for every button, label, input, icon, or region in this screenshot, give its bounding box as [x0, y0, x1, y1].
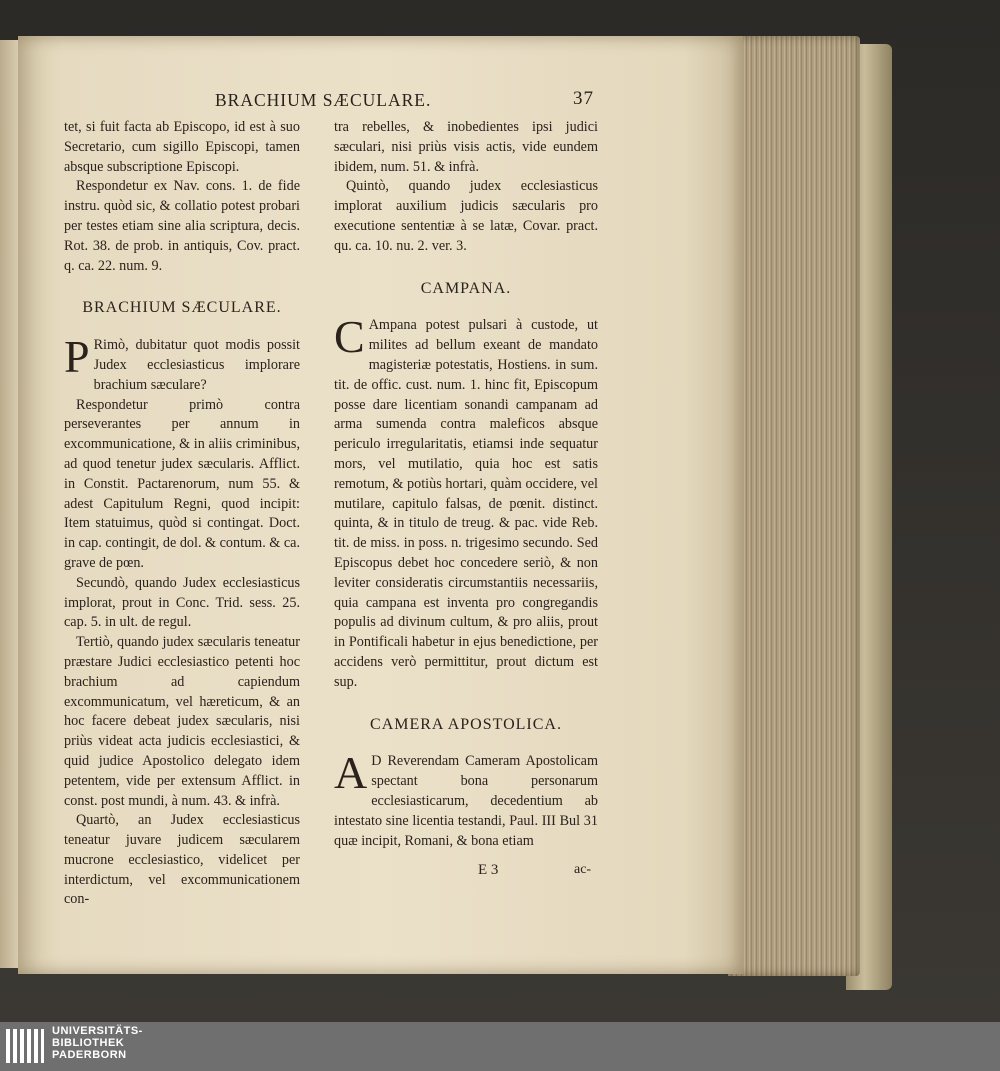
- left-column: [64, 118, 300, 910]
- left-response-paragraph: Respondetur ex Nav. cons. 1. de fide instru. quòd sic, & collatio potest probari per testes etiam sine alia scriptura, decis. Rot. 38. de prob. in antiquis, Cov. pract. q. ca. 22. num. 9.: [64, 178, 300, 274]
- left-continuation-paragraph: tet, si fuit facta ab Episcopo, id est à suo Secretario, cum sigillo Episcopi, tamen absque subscriptione Episcopi.: [64, 119, 300, 175]
- brachium-paragraph-3: Secundò, quando Judex ecclesiasticus implorat, prout in Conc. Trid. sess. 25. cap. 5. in ult. de regul.: [64, 574, 300, 631]
- dropcap-a: A: [334, 747, 368, 799]
- brachium-paragraph-5: Quartò, an Judex ecclesiasticus teneatur juvare judicem sæcularem mucrone ecclesiastico, videlicet per interdictum, vel excommunicationem con-: [64, 812, 300, 908]
- library-name: [52, 1025, 143, 1061]
- camera-paragraph: [334, 747, 598, 851]
- section-title-campana: CAMPANA.: [420, 279, 512, 297]
- dropcap-p: P: [64, 331, 90, 383]
- camera-text: D Reverendam Cameram Apostolicam spectant bona personarum ecclesiasticarum, decedentium ab intestato sine licentia testandi, Paul. III Bul 31 quæ incipit, Romani, & bona etiam: [334, 753, 598, 849]
- quinto-paragraph: Quintò, quando judex ecclesiasticus implorat auxilium judicis sæcularis pro executione sententiæ à se latæ, Covar. pract. qu. ca. 10. nu. 2. ver. 3.: [334, 178, 598, 254]
- section-title-camera: CAMERA APOSTOLICA.: [370, 715, 562, 733]
- page-header: [205, 86, 605, 112]
- left-page-edge: [0, 40, 19, 968]
- brachium-paragraph-2: Respondetur primò contra perseverantes per annum in excommunicatione, & in aliis criminibus, ad quod tenetur judex sæcularis. Afflict. in Constit. Pactarenorum, num 55. & adest Capitulum Regni, quod incipit: Item statuimus, quòd si contingat. Doct. in cap. contingit, de dol. & contum. & ca. grave de pœn.: [64, 396, 301, 571]
- library-name-line2: BIBLIOTHEK: [52, 1037, 125, 1049]
- library-name-line1: UNIVERSITÄTS-: [52, 1025, 143, 1037]
- page-fore-edge: [728, 36, 860, 976]
- right-continuation-paragraph: tra rebelles, & inobedientes ipsi judici sæculari, nisi priùs visis actis, vide eundem ibidem, num. 51. & infrà.: [334, 119, 598, 175]
- brachium-paragraph-4: Tertiò, quando judex sæcularis teneatur præstare Judici ecclesiastico petenti hoc brachium ad capiendum excommunicatum, vel hæreticum, & an hoc facere debeat judex sæcularis, nisi priùs videat acta judicis ecclesiastici, & quid judice Apostolico delegato idem petentem, vide per extensum Afflict. in const. post mundi, à num. 43. & infrà.: [64, 634, 300, 809]
- catchword: ac-: [574, 862, 592, 877]
- section-title-brachium: BRACHIUM SÆCULARE.: [82, 299, 282, 317]
- library-logo-icon: [4, 1025, 46, 1067]
- campana-paragraph: [334, 311, 598, 692]
- campana-text: Ampana potest pulsari à custode, ut milites ad bellum exeant de mandato magisteriæ potestatis, Hostiens. in sum. tit. de offic. cust. num. 1. hinc fit, Episcopum posse dare licentiam sonandi campanam ad arma sumenda contra maleficos absque periculo irregularitatis, etiamsi inde sequatur mors, vel mutilatio, quia hoc est satis remotum, & potiùs hortari, quàm occidere, vel mutilare, capitulo falsas, de pœnit. distinct. quinta, & in titulo de treug. & pac. vide Reb. tit. de miss. in poss. n. trigesimo secundo. Sed Episcopus debet hoc concedere seriò, & non leviter consideratis circumstantiis necessariis, quia campana est inventa pro congregandis populis ad divinum cultum, & pro aliis, prout in Pontificali habetur in ejus benedictione, per accidens verò permittitur, prout dictum est sup.: [334, 317, 598, 690]
- brachium-first-paragraph: [64, 331, 300, 395]
- library-footer-bar: [0, 1022, 1000, 1071]
- library-name-line3: PADERBORN: [52, 1049, 127, 1061]
- right-column: [334, 118, 598, 851]
- brachium-first-text: Rimò, dubitatur quot modis possit Judex ecclesiasticus implorare brachium sæculare?: [93, 337, 300, 393]
- running-head: BRACHIUM SÆCULARE.: [215, 90, 432, 110]
- signature-mark: E 3: [478, 862, 499, 878]
- page-number: 37: [573, 88, 594, 109]
- dropcap-c: C: [334, 311, 365, 363]
